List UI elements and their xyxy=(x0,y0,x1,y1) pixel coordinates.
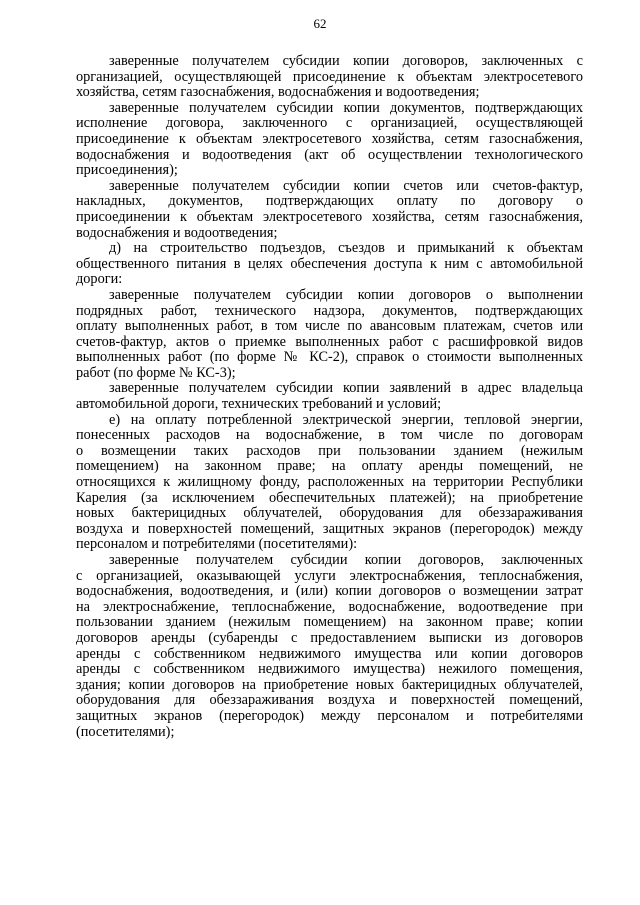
text-line: д) на строительство подъездов, съездов и примыканий к объектам xyxy=(109,240,583,257)
text-line: водоснабжения, водоотведения, и (или) копии договоров о возмещении затрат xyxy=(76,583,583,600)
text-line: новых бактерицидных облучателей, оборудования для обеззараживания xyxy=(76,505,583,522)
text-line: на электроснабжение, теплоснабжение, водоснабжение, водоотведение при xyxy=(76,598,583,615)
text-line: оборудования для обеззараживания воздуха и поверхностей помещений, xyxy=(76,692,583,709)
text-line: договоров аренды (субаренды с предоставлением выписки из договоров xyxy=(76,629,583,646)
text-line: дороги: xyxy=(76,271,123,288)
text-line: понесенных расходов на водоснабжение, в том числе по договорам xyxy=(76,427,583,444)
text-line: организацией, осуществляющей присоединение к объектам электросетевого xyxy=(76,68,583,85)
text-line: работ (по форме № КС-3); xyxy=(76,364,236,381)
text-line: подрядных работ, технического надзора, документов, подтверждающих xyxy=(76,302,583,319)
text-line: с организацией, оказывающей услуги электроснабжения, теплоснабжения, xyxy=(76,567,583,584)
text-line: хозяйства, сетям газоснабжения, водоснабжения и водоотведения; xyxy=(76,84,480,101)
text-line: заверенные получателем субсидии копии счетов или счетов-фактур, xyxy=(109,177,583,194)
text-line: персоналом и потребителями (посетителями): xyxy=(76,536,358,553)
text-line: заверенные получателем субсидии копии документов, подтверждающих xyxy=(109,99,583,116)
text-line: накладных, документов, подтверждающих оплату по договору о xyxy=(76,193,583,210)
page-number: 62 xyxy=(313,16,327,31)
text-line: присоединение к объектам электросетевого хозяйства, сетям газоснабжения, xyxy=(76,130,583,147)
text-line: заверенные получателем субсидии копии договоров о выполнении xyxy=(109,286,583,303)
text-line: общественного питания в целях обеспечения доступа к ним с автомобильной xyxy=(76,255,583,272)
text-line: здания; копии договоров на приобретение новых бактерицидных облучателей, xyxy=(76,676,583,693)
text-line: защитных экранов (перегородок) между персоналом и потребителями xyxy=(76,707,583,724)
text-line: о возмещении таких расходов при пользовании зданием (нежилым xyxy=(76,442,583,459)
text-line: аренды с собственником недвижимого имущества) нежилого помещения, xyxy=(76,661,583,678)
text-line: заверенные получателем субсидии копии договоров, заключенных xyxy=(109,552,583,568)
text-line: (посетителями); xyxy=(76,723,175,740)
text-line: относящихся к жилищному фонду, расположенных на территории Республики xyxy=(76,474,583,491)
text-line: пользовании зданием (нежилым помещением) на законном праве; копии xyxy=(76,614,583,631)
text-line: Карелия (за исключением обеспечительных платежей); на приобретение xyxy=(76,489,583,506)
text-line: воздуха и поверхностей помещений, защитных экранов (перегородок) между xyxy=(76,520,583,537)
text-line: водоснабжения и водоотведения (акт об осуществлении технологического xyxy=(76,146,583,163)
text-line: аренды с собственником недвижимого имущества или копии договоров xyxy=(76,645,583,662)
text-line: автомобильной дороги, технических требований и условий; xyxy=(76,396,442,413)
text-line: помещением) на законном праве; на оплату аренды помещений, не xyxy=(76,458,583,475)
text-line: заверенные получателем субсидии копии договоров, заключенных с xyxy=(109,53,583,69)
text-line: оплату выполненных работ, в том числе по авансовым платежам, счетов или xyxy=(76,318,583,335)
text-line: счетов-фактур, актов о приемке выполненных работ с расшифровкой видов xyxy=(76,333,583,350)
text-line: присоединения); xyxy=(76,162,178,179)
text-line: присоединении к объектам электросетевого хозяйства, сетям газоснабжения, xyxy=(76,208,583,225)
text-line: выполненных работ (по форме № КС-2), справок о стоимости выполненных xyxy=(76,349,583,366)
text-line: заверенные получателем субсидии копии заявлений в адрес владельца xyxy=(109,380,583,397)
document-body xyxy=(76,54,583,740)
text-line: е) на оплату потребленной электрической энергии, тепловой энергии, xyxy=(109,411,583,428)
text-line: водоснабжения и водоотведения; xyxy=(76,224,278,241)
text-line: исполнение договора, заключенного с организацией, осуществляющей xyxy=(76,115,583,132)
